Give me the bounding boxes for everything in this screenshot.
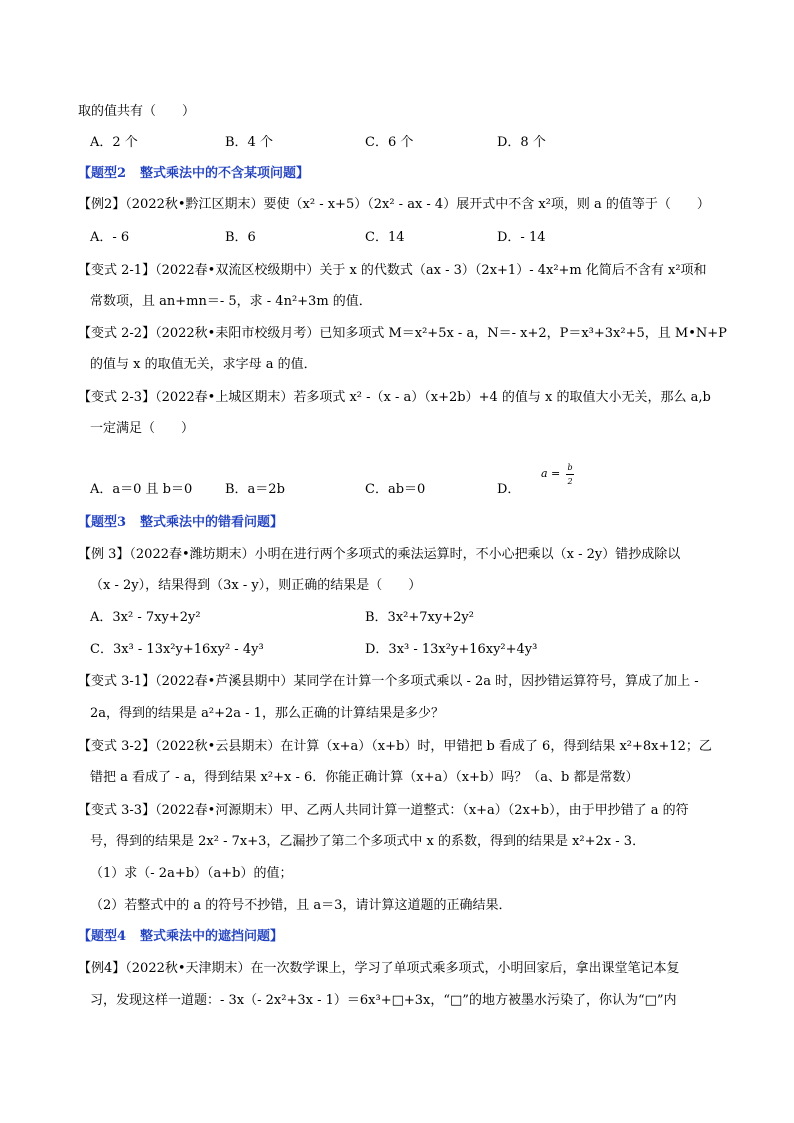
variant-2-3-line-1: 【变式 2-3】（2022春•上城区期末）若多项式 x² -（x - a）（x+2b）+4 的值与 x 的取值大小无关，那么 a,b (78, 390, 711, 405)
example-2: 【例2】（2022秋•黔江区期末）要使（x² - x+5）（2x² - ax - 4）展开式中不含 x²项，则 a 的值等于（ ） (78, 197, 710, 212)
option-b: B．a＝2b (225, 482, 285, 497)
variant-3-3-part-2: （2）若整式中的 a 的符号不抄错，且 a＝3，请计算这道题的正确结果． (90, 898, 512, 913)
variant-2-1-line-1: 【变式 2-1】（2022春•双流区校级期中）关于 x 的代数式（ax - 3）（2x+1）- 4x²+m 化简后不含有 x²项和 (78, 263, 707, 278)
option-c: C．6 个 (365, 135, 414, 150)
option-d: D．8 个 (497, 135, 546, 150)
example-3-line-1: 【例 3】（2022春•潍坊期末）小明在进行两个多项式的乘法运算时，不小心把乘以（x - 2y）错抄成除以 (78, 547, 681, 562)
option-c: C．14 (365, 230, 405, 245)
fraction-denominator: 2 (567, 477, 573, 486)
option-b: B．4 个 (225, 135, 273, 150)
variant-2-2-line-1: 【变式 2-2】（2022秋•耒阳市校级月考）已知多项式 M＝x²+5x - a，N＝- x+2，P＝x³+3x²+5，且 M•N+P (78, 326, 727, 341)
example-3-line-2: （x - 2y），结果得到（3x - y），则正确的结果是（ ） (90, 578, 422, 593)
option-c: C．ab＝0 (365, 482, 426, 497)
example-4-line-1: 【例4】（2022秋•天津期末）在一次数学课上，学习了单项式乘多项式，小明回家后，拿出课堂笔记本复 (78, 961, 680, 976)
option-d: D．3x³ - 13x²y+16xy²+4y³ (365, 642, 538, 657)
option-d: D． (497, 482, 521, 497)
option-d: D．- 14 (497, 230, 546, 245)
section-heading-4: 【题型4 整式乘法中的遮挡问题】 (78, 929, 284, 944)
variant-3-3-line-1: 【变式 3-3】（2022春•河源期末）甲、乙两人共同计算一道整式：（x+a）（2x+b），由于甲抄错了 a 的符 (78, 803, 689, 818)
variant-2-3-line-2: 一定满足（ ） (90, 421, 195, 436)
variant-3-1-line-1: 【变式 3-1】（2022春•芦溪县期中）某同学在计算一个多项式乘以 - 2a 时，因抄错运算符号，算成了加上 - (78, 674, 699, 689)
variant-3-3-part-1: （1）求（- 2a+b）（a+b）的值； (90, 866, 293, 881)
variant-3-3-line-2: 号，得到的结果是 2x² - 7x+3，乙漏抄了第二个多项式中 x 的系数，得到的结果是 x²+2x - 3． (90, 834, 646, 849)
variant-3-1-line-2: 2a，得到的结果是 a²+2a - 1，那么正确的计算结果是多少？ (90, 706, 444, 721)
fraction-numerator: b (567, 463, 573, 472)
option-b: B．3x²+7xy+2y² (365, 610, 474, 625)
option-a: A．a＝0 且 b＝0 (90, 482, 193, 497)
section-heading-2: 【题型2 整式乘法中的不含某项问题】 (78, 166, 310, 181)
option-c: C．3x³ - 13x²y+16xy² - 4y³ (90, 642, 264, 657)
option-b: B．6 (225, 230, 256, 245)
question-stem-continuation: 取的值共有（ ） (78, 104, 196, 119)
example-4-line-2: 习，发现这样一道题：- 3x（- 2x²+3x - 1）＝6x³+□+3x，“□”的地方被墨水污染了，你认为“□”内 (90, 993, 677, 1008)
fraction-lhs: a = (541, 467, 561, 480)
option-a: A．3x² - 7xy+2y² (90, 610, 201, 625)
variant-2-2-line-2: 的值与 x 的取值无关，求字母 a 的值． (90, 357, 317, 372)
variant-2-1-line-2: 常数项，且 an+mn＝- 5，求 - 4n²+3m 的值． (90, 294, 372, 309)
option-a: A．2 个 (90, 135, 138, 150)
variant-3-2-line-2: 错把 a 看成了 - a，得到结果 x²+x - 6．你能正确计算（x+a）（x+b）吗？（a、b 都是常数） (90, 770, 639, 785)
variant-3-2-line-1: 【变式 3-2】（2022秋•云县期末）在计算（x+a）（x+b）时，甲错把 b 看成了 6，得到结果 x²+8x+12；乙 (78, 739, 712, 754)
option-a: A．- 6 (90, 230, 130, 245)
section-heading-3: 【题型3 整式乘法中的错看问题】 (78, 515, 284, 530)
